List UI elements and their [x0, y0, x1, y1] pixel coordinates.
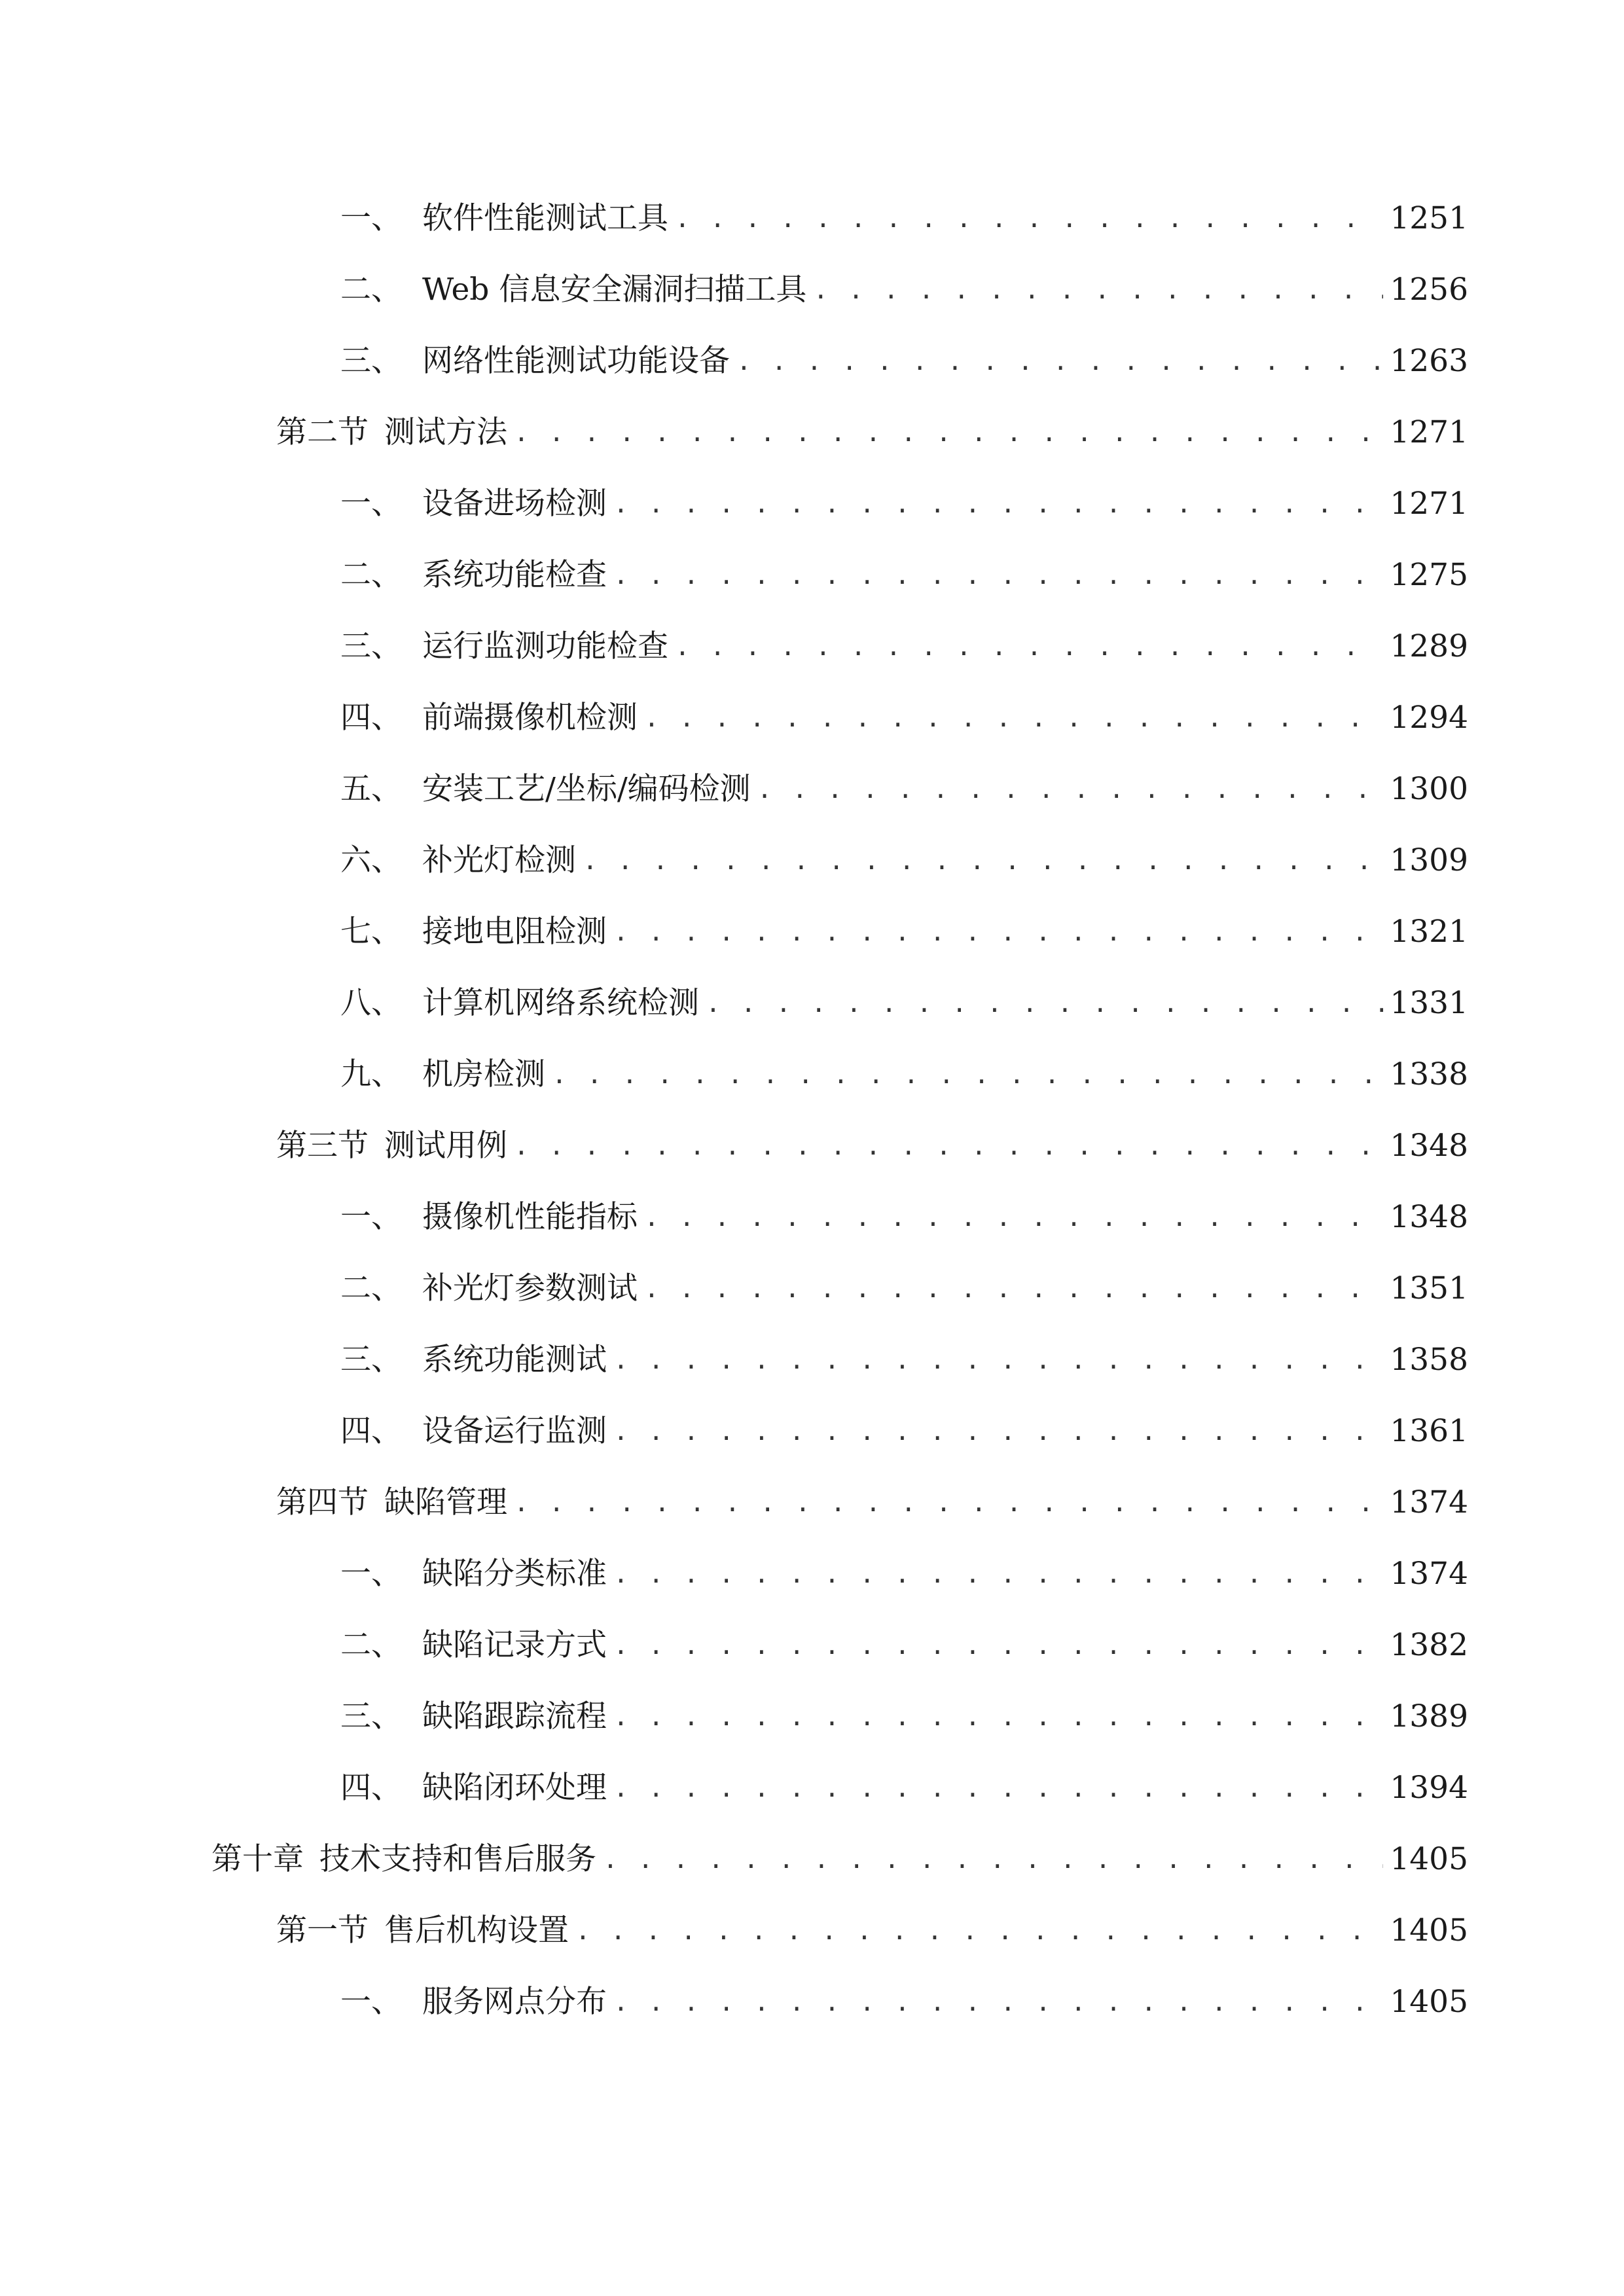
dot-leader [613, 1405, 1383, 1458]
toc-entry[interactable] [340, 1548, 1468, 1600]
toc-entry-number: 一、 [340, 1199, 402, 1235]
dot-leader [644, 692, 1383, 744]
toc-entry-title: 网络性能测试功能设备 [422, 343, 730, 379]
dot-leader [514, 406, 1383, 459]
dot-leader [613, 1548, 1383, 1600]
dot-leader [583, 834, 1383, 887]
toc-entry-page: 1289 [1390, 628, 1468, 664]
dot-leader [813, 264, 1383, 316]
dot-leader [603, 1833, 1383, 1886]
toc-entry-title: 测试方法 [384, 414, 507, 450]
toc-section-entry[interactable] [276, 1905, 1468, 1957]
toc-entry[interactable] [340, 1049, 1468, 1101]
toc-entry-title: Web 信息安全漏洞扫描工具 [422, 272, 807, 308]
toc-entry[interactable] [340, 192, 1468, 245]
toc-entry-number: 六、 [340, 842, 402, 878]
toc-entry[interactable] [340, 264, 1468, 316]
toc-entry-page: 1263 [1390, 343, 1468, 379]
toc-entry-number: 一、 [340, 200, 402, 236]
toc-entry[interactable] [340, 692, 1468, 744]
toc-entry-page: 1338 [1390, 1056, 1468, 1092]
toc-entry-number: 二、 [340, 1270, 402, 1306]
toc-entry-title: 技术支持和售后服务 [319, 1841, 596, 1877]
dot-leader [736, 335, 1383, 387]
toc-entry-page: 1348 [1390, 1199, 1468, 1235]
toc-entry[interactable] [340, 1762, 1468, 1814]
dot-leader [514, 1120, 1383, 1172]
toc-entry-page: 1405 [1390, 1841, 1468, 1877]
dot-leader [613, 478, 1383, 530]
toc-entry[interactable] [340, 335, 1468, 387]
toc-entry-page: 1321 [1390, 914, 1468, 950]
toc-entry-number: 一、 [340, 1556, 402, 1592]
toc-entry[interactable] [340, 1263, 1468, 1315]
toc-entry-number: 四、 [340, 1413, 402, 1449]
toc-entry-page: 1294 [1390, 700, 1468, 736]
toc-entry[interactable] [340, 906, 1468, 958]
toc-section-entry[interactable] [276, 406, 1468, 459]
dot-leader [675, 192, 1383, 245]
toc-entry-number: 二、 [340, 557, 402, 593]
dot-leader [706, 977, 1383, 1030]
toc-entry-page: 1300 [1390, 771, 1468, 807]
toc-entry[interactable] [340, 1405, 1468, 1458]
toc-entry-title: 安装工艺/坐标/编码检测 [422, 771, 751, 807]
toc-entry-number: 九、 [340, 1056, 402, 1092]
toc-entry-number: 四、 [340, 1770, 402, 1806]
dot-leader [675, 620, 1383, 673]
toc-entry-page: 1309 [1390, 842, 1468, 878]
dot-leader [552, 1049, 1383, 1101]
toc-entry-title: 系统功能检查 [422, 557, 607, 593]
toc-entry-number: 第二节 [276, 414, 369, 450]
toc-entry-page: 1394 [1390, 1770, 1468, 1806]
dot-leader [613, 1334, 1383, 1386]
toc-entry-title: 前端摄像机检测 [422, 700, 638, 736]
toc-entry-title: 补光灯检测 [422, 842, 576, 878]
toc-entry[interactable] [340, 1976, 1468, 2028]
toc-entry-page: 1374 [1390, 1484, 1468, 1520]
toc-entry-title: 设备运行监测 [422, 1413, 607, 1449]
toc-entry-title: 设备进场检测 [422, 486, 607, 522]
toc-entry-number: 一、 [340, 486, 402, 522]
dot-leader [613, 1691, 1383, 1743]
toc-entry-page: 1374 [1390, 1556, 1468, 1592]
dot-leader [613, 1619, 1383, 1672]
toc-entry-page: 1348 [1390, 1128, 1468, 1164]
toc-entry-page: 1275 [1390, 557, 1468, 593]
toc-entry-number: 第一节 [276, 1912, 369, 1948]
toc-entry-number: 七、 [340, 914, 402, 950]
toc-entry-title: 缺陷管理 [384, 1484, 507, 1520]
dot-leader [575, 1905, 1383, 1957]
toc-entry-page: 1351 [1390, 1270, 1468, 1306]
toc-entry-title: 缺陷跟踪流程 [422, 1698, 607, 1734]
toc-entry-number: 三、 [340, 628, 402, 664]
toc-entry-page: 1256 [1390, 272, 1468, 308]
dot-leader [613, 1976, 1383, 2028]
toc-entry-number: 第十章 [211, 1841, 304, 1877]
toc-entry-page: 1361 [1390, 1413, 1468, 1449]
toc-entry-title: 机房检测 [422, 1056, 545, 1092]
dot-leader [613, 1762, 1383, 1814]
toc-entry-number: 第三节 [276, 1128, 369, 1164]
toc-entry-number: 四、 [340, 700, 402, 736]
toc-entry-number: 八、 [340, 985, 402, 1021]
toc-entry-title: 缺陷记录方式 [422, 1627, 607, 1663]
toc-entry-number: 五、 [340, 771, 402, 807]
toc-entry[interactable] [340, 620, 1468, 673]
toc-entry-number: 三、 [340, 343, 402, 379]
toc-section-entry[interactable] [276, 1477, 1468, 1529]
toc-entry[interactable] [340, 977, 1468, 1030]
toc-entry-number: 三、 [340, 1342, 402, 1378]
toc-section-entry[interactable] [276, 1120, 1468, 1172]
toc-entry-page: 1405 [1390, 1912, 1468, 1948]
toc-chapter-entry[interactable] [211, 1833, 1468, 1886]
dot-leader [613, 906, 1383, 958]
toc-entry-number: 二、 [340, 272, 402, 308]
toc-entry[interactable] [340, 1334, 1468, 1386]
toc-entry-page: 1331 [1390, 985, 1468, 1021]
toc-entry-title: 计算机网络系统检测 [422, 985, 699, 1021]
toc-entry-page: 1358 [1390, 1342, 1468, 1378]
toc-entry-title: 补光灯参数测试 [422, 1270, 638, 1306]
toc-entry-title: 缺陷分类标准 [422, 1556, 607, 1592]
toc-entry-title: 缺陷闭环处理 [422, 1770, 607, 1806]
toc-entry-page: 1405 [1390, 1984, 1468, 2020]
toc-entry-title: 摄像机性能指标 [422, 1199, 638, 1235]
toc-entry-number: 三、 [340, 1698, 402, 1734]
dot-leader [644, 1263, 1383, 1315]
toc-entry-title: 系统功能测试 [422, 1342, 607, 1378]
toc-entry[interactable] [340, 834, 1468, 887]
toc-entry-page: 1251 [1390, 200, 1468, 236]
toc-entry-page: 1271 [1390, 486, 1468, 522]
toc-entry-title: 软件性能测试工具 [422, 200, 668, 236]
toc-entry[interactable] [340, 478, 1468, 530]
dot-leader [514, 1477, 1383, 1529]
toc-entry-title: 售后机构设置 [384, 1912, 569, 1948]
dot-leader [757, 763, 1384, 816]
toc-entry-number: 第四节 [276, 1484, 369, 1520]
toc-entry-number: 一、 [340, 1984, 402, 2020]
toc-entry-title: 运行监测功能检查 [422, 628, 668, 664]
toc-entry-title: 服务网点分布 [422, 1984, 607, 2020]
toc-entry-page: 1389 [1390, 1698, 1468, 1734]
toc-entry[interactable] [340, 1191, 1468, 1244]
toc-entry-title: 接地电阻检测 [422, 914, 607, 950]
toc-entry-title: 测试用例 [384, 1128, 507, 1164]
toc-entry-page: 1382 [1390, 1627, 1468, 1663]
toc-entry-number: 二、 [340, 1627, 402, 1663]
toc-entry-page: 1271 [1390, 414, 1468, 450]
toc-entry[interactable] [340, 549, 1468, 601]
dot-leader [613, 549, 1383, 601]
dot-leader [644, 1191, 1383, 1244]
toc-entry[interactable] [340, 763, 1468, 816]
toc-entry[interactable] [340, 1691, 1468, 1743]
toc-entry[interactable] [340, 1619, 1468, 1672]
